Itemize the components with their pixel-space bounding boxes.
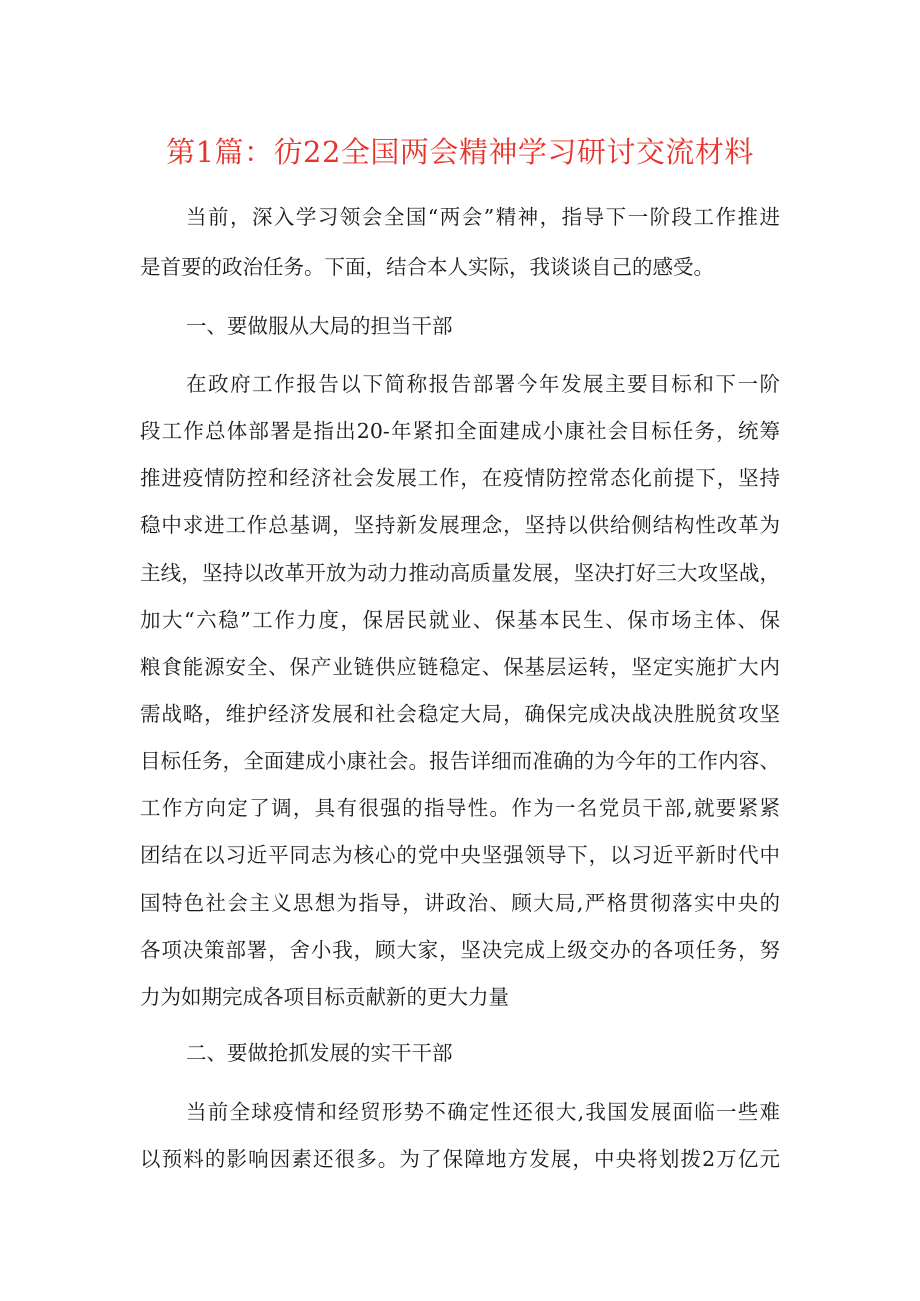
paragraph-line: 推进疫情防控和经济社会发展工作，在疫情防控常态化前提下，坚持 — [140, 466, 780, 490]
paragraph-line: 是首要的政治任务。下面，结合本人实际，我谈谈自己的感受。 — [140, 255, 714, 279]
paragraph-line: 段工作总体部署是指出20-年紧扣全面建成小康社会目标任务，统筹 — [140, 419, 780, 443]
paragraph-line: 加大“六稳”工作力度，保居民就业、保基本民生、保市场主体、保 — [140, 608, 780, 632]
paragraph-line: 需战略，维护经济发展和社会稳定大局，确保完成决战决胜脱贫攻坚 — [140, 702, 780, 726]
paragraph-line: 粮食能源安全、保产业链供应链稳定、保基层运转，坚定实施扩大内 — [140, 655, 780, 679]
section-heading: 二、要做抢抓发展的实干干部 — [186, 1041, 453, 1065]
paragraph-line: 以预料的影响因素还很多。为了保障地方发展，中央将划拨2万亿元 — [140, 1147, 780, 1171]
paragraph-line: 工作方向定了调，具有很强的指导性。作为一名党员干部,就要紧紧 — [140, 796, 780, 820]
paragraph-line: 主线，坚持以改革开放为动力推动高质量发展，坚决打好三大攻坚战， — [140, 561, 780, 585]
paragraph-line: 国特色社会主义思想为指导，讲政治、顾大局,严格贯彻落实中央的 — [140, 891, 780, 915]
section-heading: 一、要做服从大局的担当干部 — [186, 314, 453, 338]
paragraph-line: 目标任务，全面建成小康社会。报告详细而准确的为今年的工作内容、 — [140, 749, 780, 773]
paragraph-line: 团结在以习近平同志为核心的党中央坚强领导下，以习近平新时代中 — [140, 843, 780, 867]
paragraph-line: 当前全球疫情和经贸形势不确定性还很大,我国发展面临一些难 — [186, 1100, 780, 1124]
paragraph-line: 稳中求进工作总基调，坚持新发展理念，坚持以供给侧结构性改革为 — [140, 513, 780, 537]
paragraph-line: 在政府工作报告以下简称报告部署今年发展主要目标和下一阶 — [186, 372, 780, 396]
document-title: 第1篇：彷22全国两会精神学习研讨交流材料 — [166, 135, 754, 169]
paragraph-line: 各项决策部署，舍小我，顾大家，坚决完成上级交办的各项任务，努 — [140, 938, 780, 962]
paragraph-line: 当前，深入学习领会全国“两会”精神，指导下一阶段工作推进 — [186, 205, 780, 229]
paragraph-line: 力为如期完成各项目标贡献新的更大力量 — [140, 985, 509, 1009]
